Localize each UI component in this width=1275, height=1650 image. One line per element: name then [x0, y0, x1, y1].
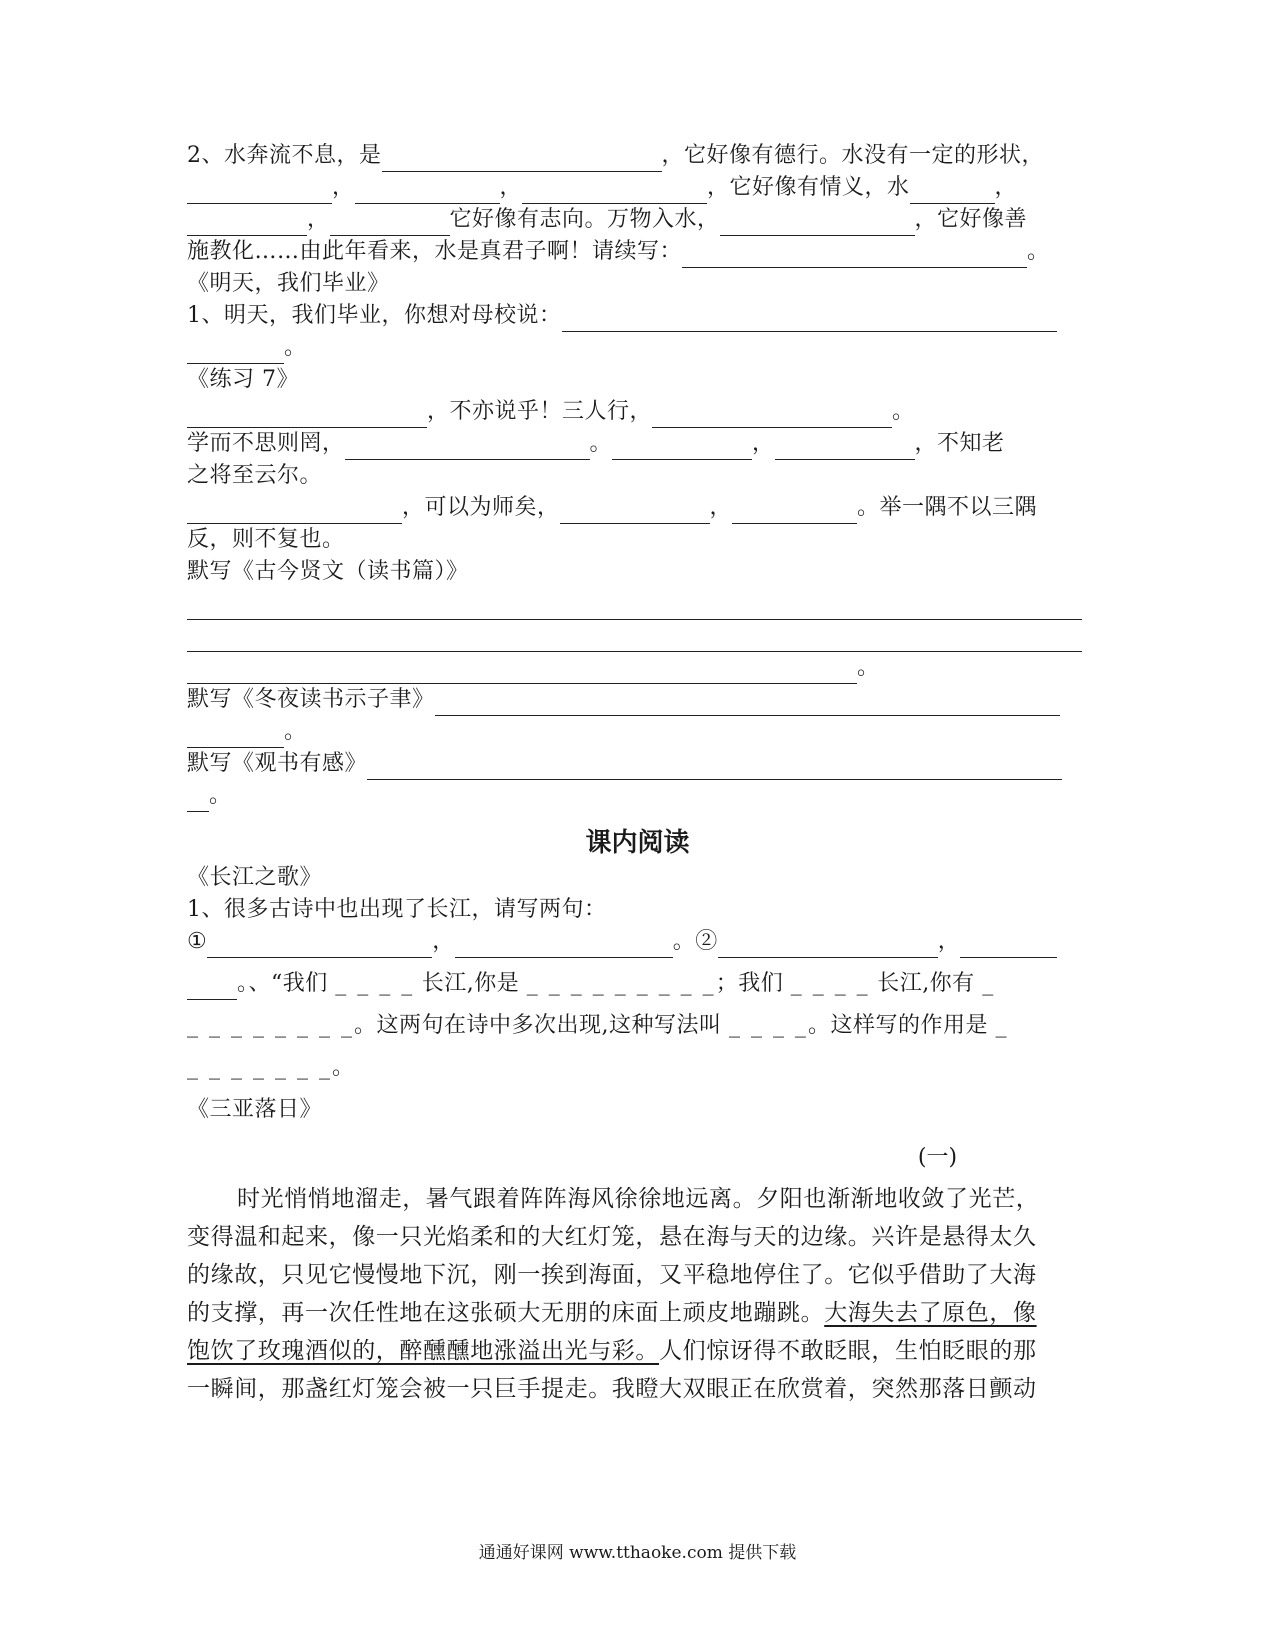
text: 。这样写的作用是 — [807, 1013, 988, 1038]
title-practice — [187, 364, 1087, 396]
text: ， — [307, 207, 330, 232]
answer-blank[interactable] — [330, 211, 450, 236]
graduate-q1 — [187, 300, 1087, 332]
q2-line-1 — [187, 140, 1087, 172]
text: 施教化……由此年看来，水是真君子啊！请续写： — [187, 239, 683, 264]
answer-blank[interactable] — [560, 499, 710, 524]
dashed-blank[interactable]: _ — [982, 971, 996, 996]
answer-blank[interactable] — [562, 307, 1057, 332]
answer-blank[interactable] — [187, 723, 284, 748]
answer-blank[interactable] — [455, 933, 673, 958]
text: 。 — [331, 1055, 355, 1080]
practice-line-1 — [187, 396, 1087, 428]
text: 反，则不复也。 — [187, 527, 345, 552]
q2-line-3 — [187, 204, 1087, 236]
text: 。 — [209, 783, 232, 808]
answer-blank[interactable] — [775, 435, 915, 460]
text: 《明天，我们毕业》 — [187, 271, 390, 296]
answer-blank[interactable] — [732, 499, 857, 524]
answer-blank[interactable] — [187, 339, 284, 364]
text: 2、水奔流不息，是 — [187, 143, 382, 168]
text: ，不知老 — [914, 431, 1005, 456]
changjiang-line-6 — [187, 1052, 1087, 1084]
text: ， — [937, 929, 961, 954]
passage-line: 一瞬间，那盏红灯笼会被一只巨手提走。我瞪大双眼正在欣赏着，突然那落日颤动 — [187, 1376, 1037, 1402]
answer-blank[interactable] — [382, 147, 662, 172]
text: 。、“我们 — [237, 971, 328, 996]
text: 的支撑，再一次任性地在这张硕大无朋的床面上顽皮地蹦跳。 — [187, 1300, 825, 1326]
answer-blank[interactable] — [187, 403, 427, 428]
answer-blank[interactable] — [345, 435, 590, 460]
text: ，可以为师矣， — [402, 495, 560, 520]
text: ，不亦说乎！三人行， — [427, 399, 653, 424]
dashed-blank[interactable]: _ _ _ _ _ _ _ — [187, 1055, 332, 1080]
practice-line-3 — [187, 460, 1087, 492]
answer-blank[interactable] — [187, 975, 237, 1000]
answer-blank[interactable] — [960, 933, 1057, 958]
text: 1、很多古诗中也出现了长江，请写两句： — [187, 897, 607, 922]
title-changjiang — [187, 862, 1087, 894]
passage-line — [187, 1332, 1092, 1370]
text: ， — [432, 929, 455, 954]
changjiang-line-3 — [187, 926, 1087, 958]
text: ，它好像善 — [914, 207, 1028, 232]
text: 学而不思则罔， — [187, 431, 345, 456]
text: 默写《观书有感》 — [187, 751, 368, 776]
text: 《三亚落日》 — [187, 1097, 323, 1122]
passage — [187, 1180, 1092, 1408]
text: 之将至云尔。 — [187, 463, 323, 488]
text: 。 — [284, 719, 307, 744]
q2-line-2 — [187, 172, 1087, 204]
underlined-sentence: 大海失去了原色，像 — [824, 1300, 1037, 1326]
text: 长江,你是 — [421, 971, 520, 996]
answer-blank[interactable] — [720, 211, 915, 236]
text: 。② — [672, 929, 718, 954]
text: 。 — [589, 431, 613, 456]
answer-blank[interactable] — [652, 403, 892, 428]
dashed-blank[interactable]: _ _ _ _ _ _ _ _ _ — [526, 971, 716, 996]
answer-blank[interactable] — [187, 627, 1082, 652]
answer-blank[interactable] — [187, 787, 209, 812]
answer-blank[interactable] — [207, 933, 432, 958]
practice-line-4 — [187, 492, 1087, 524]
answer-blank[interactable] — [522, 179, 707, 204]
footer: 通通好课网 www.tthaoke.com 提供下载 — [478, 1543, 797, 1563]
answer-blank[interactable] — [355, 179, 500, 204]
text: 1、明天，我们毕业，你想对母校说： — [187, 303, 562, 328]
text: ， — [752, 431, 775, 456]
answer-blank[interactable] — [910, 179, 995, 204]
passage-line: 变得温和起来，像一只光焰柔和的大红灯笼，悬在海与天的边缘。兴许是悬得太久 — [187, 1224, 1037, 1250]
title-dictation-1 — [187, 556, 1087, 588]
text: ， — [994, 175, 1018, 200]
title-dictation-3 — [187, 748, 1087, 780]
dictation-2-cont — [187, 716, 1087, 748]
passage-line: 的缘故，只见它慢慢地下沉，刚一挨到海面，又平稳地停住了。它似乎借助了大海 — [187, 1262, 1037, 1288]
answer-blank[interactable] — [187, 211, 307, 236]
practice-line-5 — [187, 524, 1087, 556]
passage-line: 时光悄悄地溜走，暑气跟着阵阵海风徐徐地远离。夕阳也渐渐地收敛了光芒， — [237, 1186, 1040, 1212]
text: 默写《冬夜读书示子聿》 — [187, 687, 435, 712]
dashed-blank[interactable]: _ _ _ _ _ _ _ _ — [187, 1013, 354, 1038]
section-heading: 课内阅读 — [585, 828, 690, 858]
answer-blank[interactable] — [682, 243, 1027, 268]
text: ，它好像有德行。水没有一定的形状， — [661, 143, 1045, 168]
dashed-blank[interactable]: _ — [995, 1013, 1009, 1038]
title-graduate — [187, 268, 1087, 300]
passage-line — [187, 1294, 1092, 1332]
text: ；我们 — [715, 971, 784, 996]
text: 。 — [1027, 239, 1050, 264]
graduate-q1-cont — [187, 332, 1087, 364]
title-sanya — [187, 1094, 1087, 1126]
dictation-1-line-c — [187, 652, 1087, 684]
dictation-1-line-b — [187, 620, 1087, 652]
text: 长江,你有 — [877, 971, 975, 996]
answer-blank[interactable] — [187, 595, 1082, 620]
dictation-3-cont — [187, 780, 1087, 812]
dashed-blank[interactable]: _ _ _ _ — [335, 971, 415, 996]
dictation-1-line-a — [187, 588, 1087, 620]
text: ， — [709, 495, 733, 520]
text: 它好像有志向。万物入水， — [449, 207, 720, 232]
changjiang-q1 — [187, 894, 1087, 926]
answer-blank[interactable] — [435, 691, 1060, 716]
text: ，它好像有情义，水 — [707, 175, 910, 200]
practice-line-2 — [187, 428, 1087, 460]
dashed-blank[interactable]: _ _ _ _ — [728, 1013, 808, 1038]
text: 默写《古今贤文（读书篇）》 — [187, 559, 469, 584]
text: 。 — [857, 655, 880, 680]
q2-line-4 — [187, 236, 1087, 268]
text: 。 — [284, 335, 307, 360]
text: 《长江之歌》 — [187, 865, 323, 890]
answer-blank[interactable] — [367, 755, 1062, 780]
text: 。举一隅不以三隅 — [857, 495, 1038, 520]
underlined-sentence: 饱饮了玫瑰酒似的，醉醺醺地涨溢出光与彩。 — [187, 1338, 659, 1364]
title-dictation-2 — [187, 684, 1087, 716]
text: 《练习 7》 — [187, 367, 299, 392]
text: ， — [332, 175, 355, 200]
text: ， — [499, 175, 523, 200]
answer-blank[interactable] — [718, 933, 938, 958]
answer-blank[interactable] — [187, 499, 402, 524]
text: 。这两句在诗中多次出现,这种写法叫 — [353, 1013, 722, 1038]
text: 。 — [892, 399, 915, 424]
answer-blank[interactable] — [187, 179, 332, 204]
text: ① — [187, 929, 208, 954]
answer-blank[interactable] — [187, 659, 857, 684]
part-one-label: (一) — [917, 1145, 958, 1170]
text: 人们惊讶得不敢眨眼，生怕眨眼的那 — [659, 1338, 1037, 1364]
changjiang-line-4 — [187, 968, 1087, 1000]
dashed-blank[interactable]: _ _ _ _ — [790, 971, 870, 996]
answer-blank[interactable] — [612, 435, 752, 460]
changjiang-line-5 — [187, 1010, 1087, 1042]
